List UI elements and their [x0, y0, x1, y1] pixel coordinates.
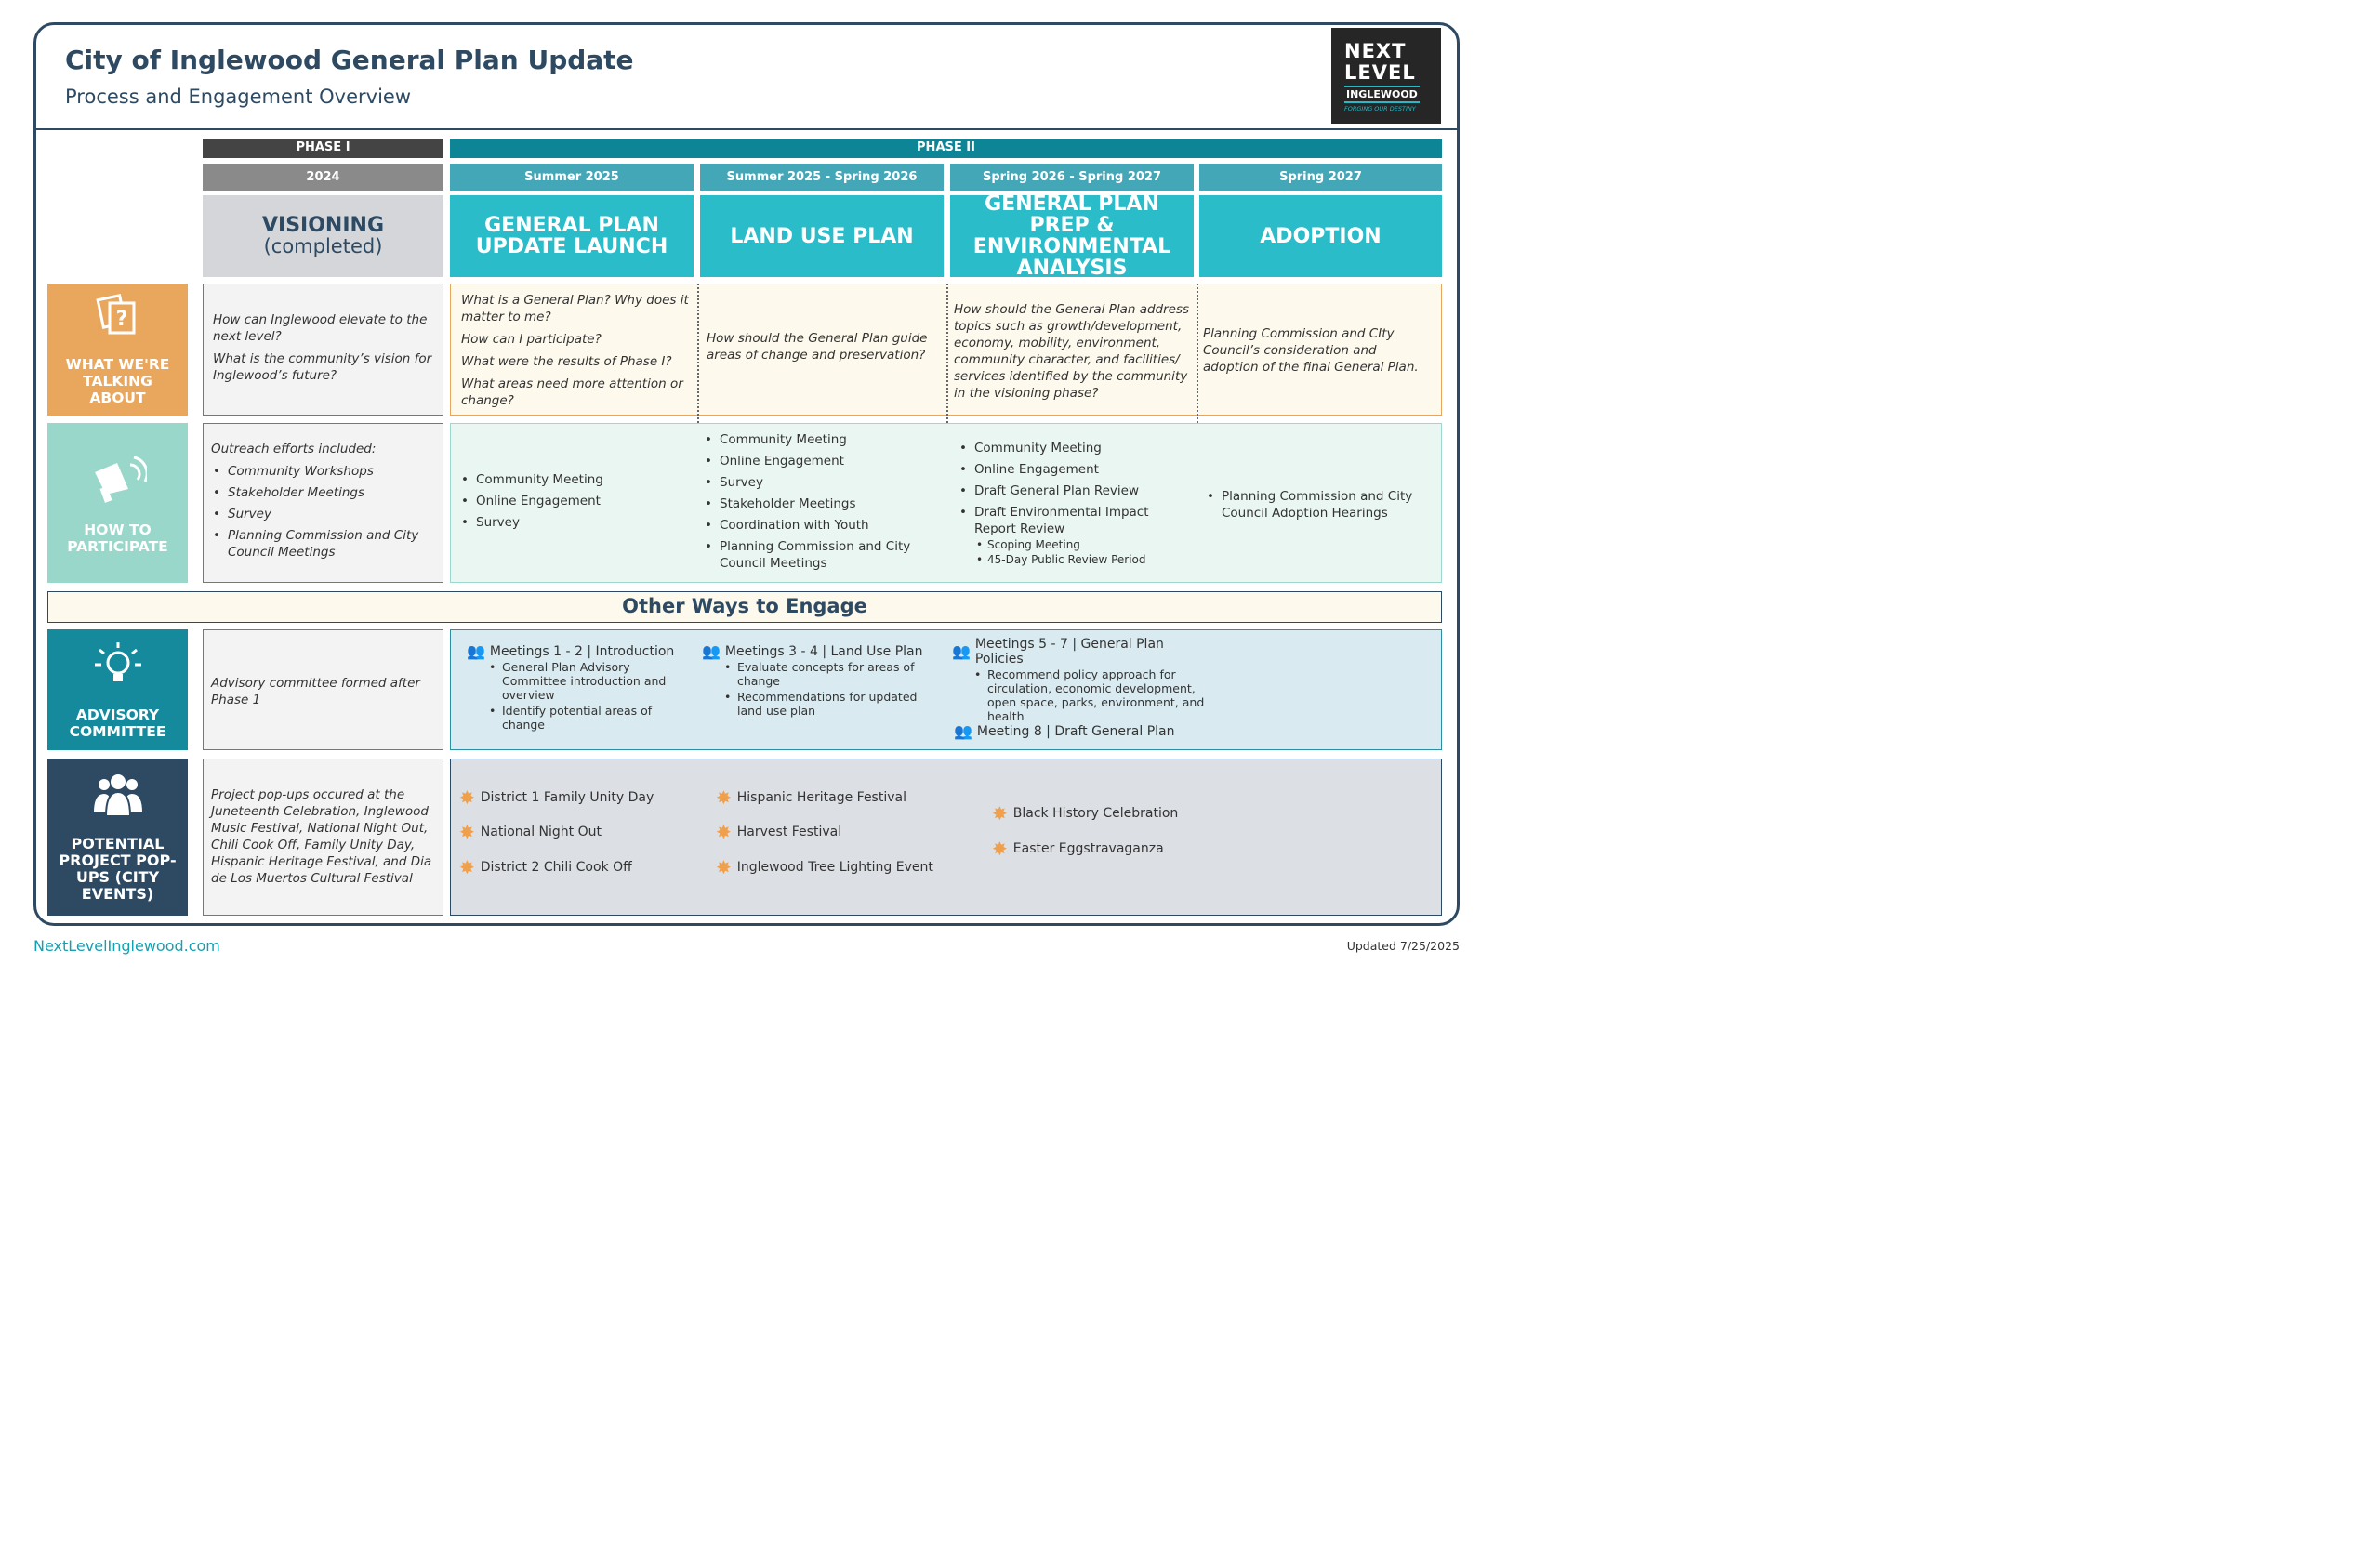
row-label-talking: ? WHAT WE'RE TALKING ABOUT [47, 284, 188, 416]
sun-icon: ✸ [459, 786, 475, 809]
list-item: • Survey [703, 474, 941, 491]
list-item: • Draft General Plan Review [958, 482, 1194, 499]
sun-icon: ✸ [716, 856, 732, 878]
talking-launch: What is a General Plan? Why does it matter to me? How can I participate? What were the results of Phase I? What areas need more attention or change? [461, 293, 689, 408]
popups-visioning: Project pop-ups occured at the Juneteenth Celebration, Inglewood Music Festival, National Night Out, Chili Cook Off, Family Unity Day, Hispanic Heritage Festival, and Dia de Los Muertos Cultural Festival [203, 759, 443, 916]
svg-text:?: ? [115, 307, 127, 331]
sun-icon: ✸ [459, 856, 475, 878]
advisory-meetings-5-7: 👥 Meetings 5 - 7 | General Plan Policies • Recommend policy approach for circulation, economic development, open space, parks, environment, and health [952, 637, 1212, 725]
sun-icon: ✸ [716, 786, 732, 809]
talking-visioning: How can Inglewood elevate to the next level? What is the community’s vision for Inglewood’s future? [203, 284, 443, 416]
participate-adoption [1205, 488, 1437, 526]
list-item: • Evaluate concepts for areas of change [722, 660, 934, 688]
list-item: • Online Engagement [958, 461, 1194, 478]
participate-prep [958, 440, 1194, 568]
megaphone-icon [89, 452, 147, 514]
period-2024: 2024 [203, 164, 443, 191]
event-item: ✸ District 1 Family Unity Day [459, 786, 654, 809]
list-item: • Community Workshops [211, 463, 435, 480]
advisory-meetings-3-4: 👥 Meetings 3 - 4 | Land Use Plan • Evaluate concepts for areas of change • Recommendations for updated land use plan [702, 644, 934, 720]
advisory-meeting-8: 👥 Meeting 8 | Draft General Plan [954, 722, 1175, 740]
event-item: ✸ Black History Celebration [992, 802, 1179, 825]
list-item: • Community Meeting [958, 440, 1194, 456]
period-summer-2025: Summer 2025 [450, 164, 694, 191]
row-label-participate: HOW TO PARTICIPATE [47, 423, 188, 583]
participate-visioning: Outreach efforts included: • Community Workshops • Stakeholder Meetings • Survey • Planning Commission and City Council Meetings [203, 423, 443, 583]
phase-2-band: PHASE II [450, 139, 1442, 158]
stage-prep: GENERAL PLAN PREP & ENVIRONMENTAL ANALYSIS [950, 195, 1194, 277]
list-item: • Community Meeting [703, 431, 941, 448]
event-item: ✸ Inglewood Tree Lighting Event [716, 856, 933, 878]
event-item: ✸ District 2 Chili Cook Off [459, 856, 632, 878]
advisory-visioning: Advisory committee formed after Phase 1 [203, 629, 443, 750]
participate-visioning-list [211, 463, 435, 561]
list-item: • Planning Commission and City Council Meetings [703, 538, 941, 572]
list-item: • Recommend policy approach for circulation, economic development, open space, parks, environment, and health [972, 667, 1212, 723]
stage-launch: GENERAL PLAN UPDATE LAUNCH [450, 195, 694, 277]
talking-land-use: How should the General Plan guide areas of change and preservation? [707, 331, 928, 363]
people-icon: 👥 [954, 722, 972, 740]
list-item: • 45-Day Public Review Period [974, 553, 1194, 567]
page-subtitle: Process and Engagement Overview [65, 86, 412, 108]
list-item: • Identify potential areas of change [487, 704, 690, 732]
sun-icon: ✸ [992, 838, 1008, 860]
header-divider [36, 128, 1457, 130]
list-item: • Planning Commission and City Council Adoption Hearings [1205, 488, 1437, 522]
period-spring-2027: Spring 2027 [1199, 164, 1442, 191]
stage-visioning: VISIONING (completed) [203, 195, 443, 277]
period-summer-2025-spring-2026: Summer 2025 - Spring 2026 [700, 164, 944, 191]
people-group-icon [90, 772, 146, 828]
website-link[interactable]: NextLevelInglewood.com [33, 937, 220, 955]
phase-1-band: PHASE I [203, 139, 443, 158]
event-item: ✸ Hispanic Heritage Festival [716, 786, 906, 809]
question-documents-icon [95, 294, 141, 349]
list-item: • General Plan Advisory Committee introduction and overview [487, 660, 690, 702]
page-title: City of Inglewood General Plan Update [65, 45, 634, 75]
people-icon: 👥 [467, 642, 485, 660]
lightbulb-icon [92, 640, 144, 699]
row-label-advisory: ADVISORY COMMITTEE [47, 629, 188, 750]
list-item: • Community Meeting [459, 471, 690, 488]
period-spring-2026-spring-2027: Spring 2026 - Spring 2027 [950, 164, 1194, 191]
list-item: • Survey [211, 506, 435, 522]
stage-land-use: LAND USE PLAN [700, 195, 944, 277]
other-ways-banner: Other Ways to Engage [47, 591, 1442, 623]
list-item: • Recommendations for updated land use plan [722, 690, 934, 718]
updated-date: Updated 7/25/2025 [1346, 939, 1460, 953]
list-item: • Online Engagement [459, 493, 690, 509]
list-item: • Planning Commission and City Council Meetings [211, 527, 435, 561]
list-item: • Online Engagement [703, 453, 941, 469]
list-item: • Stakeholder Meetings [703, 495, 941, 512]
talking-prep: How should the General Plan address topics such as growth/development, economy, mobility, environment, community character, and facilities/ services identified by the community in the visioning phase? [954, 302, 1190, 401]
next-level-logo: NEXT LEVEL INGLEWOOD FORGING OUR DESTINY [1331, 28, 1441, 124]
participate-land-use [703, 431, 941, 576]
participate-launch [459, 471, 690, 535]
advisory-meetings-1-2: 👥 Meetings 1 - 2 | Introduction • General Plan Advisory Committee introduction and overview • Identify potential areas of change [467, 644, 690, 733]
sun-icon: ✸ [992, 802, 1008, 825]
list-item: • Stakeholder Meetings [211, 484, 435, 501]
sun-icon: ✸ [716, 821, 732, 843]
list-item: • Survey [459, 514, 690, 531]
list-item: • Scoping Meeting [974, 538, 1194, 552]
list-item: • Coordination with Youth [703, 517, 941, 534]
people-icon: 👥 [952, 642, 971, 660]
event-item: ✸ National Night Out [459, 821, 602, 843]
stage-adoption: ADOPTION [1199, 195, 1442, 277]
event-item: ✸ Easter Eggstravaganza [992, 838, 1164, 860]
event-item: ✸ Harvest Festival [716, 821, 842, 843]
row-label-popups: POTENTIAL PROJECT POP-UPS (CITY EVENTS) [47, 759, 188, 916]
people-icon: 👥 [702, 642, 721, 660]
talking-adoption: Planning Commission and CIty Council’s consideration and adoption of the final General Plan. [1203, 326, 1419, 375]
list-item: • Draft Environmental Impact Report Review • Scoping Meeting • 45-Day Public Review Period [958, 504, 1194, 567]
sun-icon: ✸ [459, 821, 475, 843]
